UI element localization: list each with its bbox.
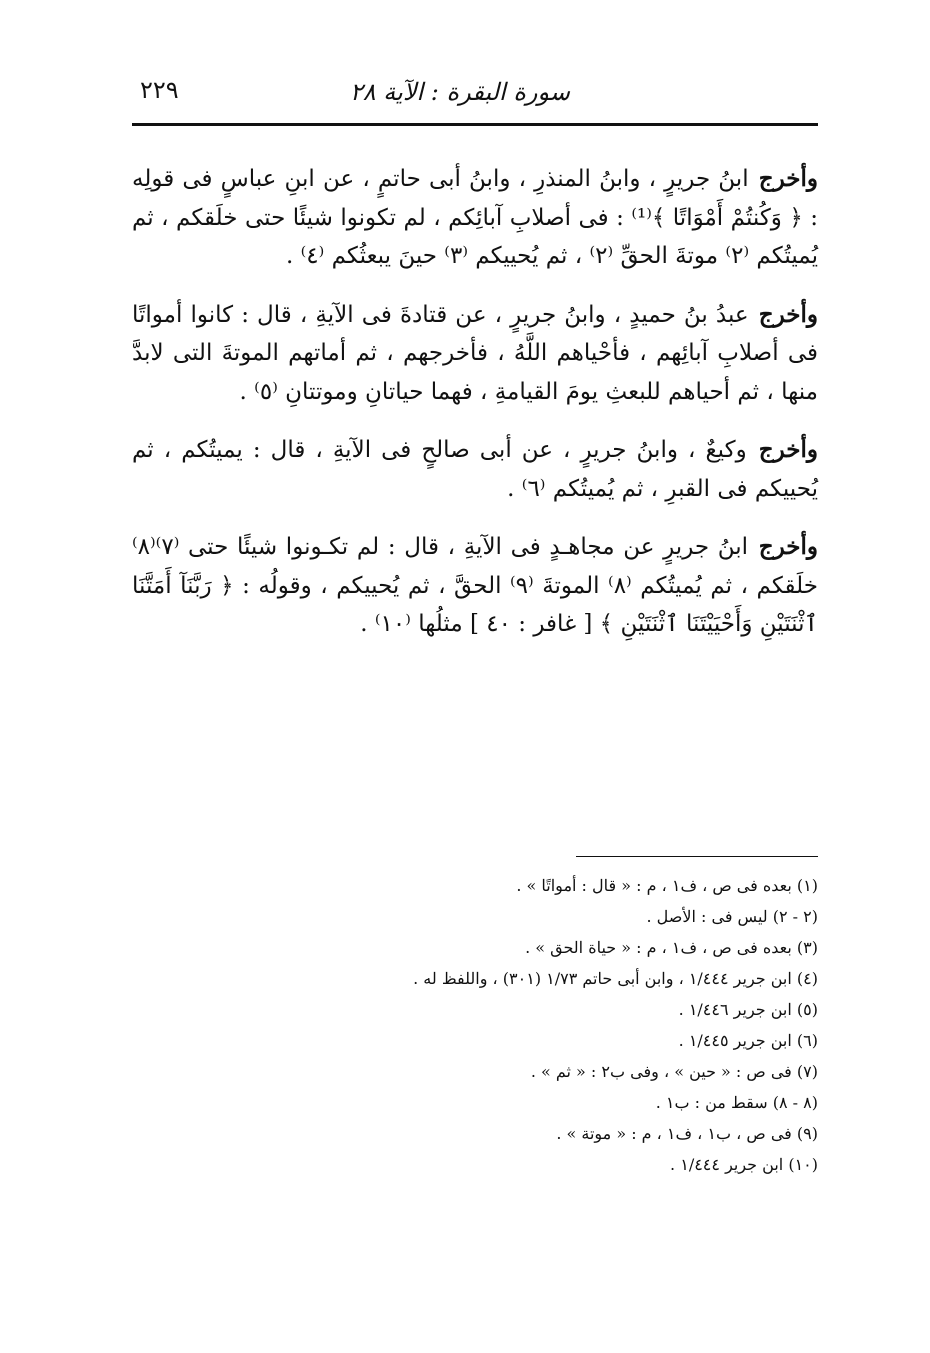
footnote-4: (٤) ابن جرير ١/٤٤٤ ، وابن أبى حاتم ١/٧٣ (٣٠١) ، واللفظ له . bbox=[413, 969, 818, 988]
paragraph-3 bbox=[132, 431, 818, 508]
footnotes bbox=[132, 870, 818, 1180]
paragraph-text: عبدُ بنُ حميدٍ ، وابنُ جريرٍ ، عن قتادةَ فى الآيةِ ، قال : كانوا أمواتًا فى أصلابِ آبائِهم ، فأحْياهم اللَّهُ ، فأخرجهم ، ثم أماتهم الموتةَ التى لابدَّ منها ، ثم أحياهم للبعثِ يومَ القيامةِ ، فهما حياتانِ وموتتانِ ⁽٥⁾ . bbox=[132, 301, 818, 405]
paragraph-text: ابنُ جريرٍ ، وابنُ المنذرِ ، وابنُ أبى حاتمٍ ، عن ابنِ عباسٍ فى قولِه : ﴿ وَكُنتُمْ أَمْوَاتًا ﴾⁽¹⁾ : فى أصلابِ آبائِكم ، لم تكونوا شيئًا حتى خلَقكم ، ثم يُميتُكم ⁽٢⁾ موتةَ الحقِّ ⁽٢⁾ ، ثم يُحييكم ⁽٣⁾ حينَ يبعثُكم ⁽٤⁾ . bbox=[132, 166, 819, 269]
header-rule bbox=[132, 123, 818, 126]
footnote-6: (٦) ابن جرير ١/٤٤٥ . bbox=[678, 1031, 818, 1050]
footnote-1: (١) بعده فى ص ، ف١ ، م : « قال : أمواتًا » . bbox=[516, 876, 818, 895]
page-number: ٢٢٩ bbox=[140, 76, 179, 104]
page-title: سورة البقرة : الآية ٢٨ bbox=[349, 78, 570, 106]
running-header bbox=[132, 70, 818, 122]
footnote-3: (٣) بعده فى ص ، ف١ ، م : « حياة الحق » . bbox=[525, 938, 818, 957]
footnote-separator bbox=[576, 856, 818, 857]
paragraph-4 bbox=[132, 528, 818, 644]
footnote-2: (٢ - ٢) ليس فى : الأصل . bbox=[646, 907, 818, 926]
footnote-8: (٨ - ٨) سقط من : ب١ . bbox=[655, 1093, 818, 1112]
paragraph-lead: وأخرج bbox=[758, 165, 819, 192]
paragraph-1 bbox=[132, 160, 818, 276]
paragraph-2 bbox=[132, 296, 818, 412]
paragraph-text: ابنُ جريرٍ عن مجاهـدٍ فى الآيةِ ، قال : لم تكـونوا شيئًا حتى ⁽٧⁾⁽٨⁾ خلَقكم ، ثم يُميتُكم ⁽٨⁾ الموتةَ ⁽٩⁾ الحقَّ ، ثم يُحييكم ، وقولُه : ﴿ رَبَّنَآ أَمَتَّنَا ٱثْنَتَيْنِ وَأَحْيَيْتَنَا ٱثْنَتَيْنِ ﴾ [ غافر : ٤٠ ] مثلُها ⁽١٠⁾ . bbox=[132, 534, 819, 637]
footnote-5: (٥) ابن جرير ١/٤٤٦ . bbox=[678, 1000, 818, 1019]
body-text bbox=[132, 160, 818, 664]
paragraph-lead: وأخرج bbox=[758, 436, 818, 463]
footnote-7: (٧) فى ص : « حين » ، وفى ب٢ : « ثم » . bbox=[530, 1062, 818, 1081]
paragraph-lead: وأخرج bbox=[758, 533, 818, 560]
footnote-10: (١٠) ابن جرير ١/٤٤٤ . bbox=[670, 1155, 818, 1174]
footnote-9: (٩) فى ص ، ب١ ، ف١ ، م : « موتة » . bbox=[556, 1124, 818, 1143]
paragraph-text: وكيعٌ ، وابنُ جريرٍ ، عن أبى صالحٍ فى الآيةِ ، قال : يميتُكم ، ثم يُحييكم فى القبرِ ، ثم يُميتُكم ⁽٦⁾ . bbox=[132, 437, 818, 502]
book-page bbox=[132, 70, 818, 1270]
paragraph-lead: وأخرج bbox=[758, 300, 819, 328]
